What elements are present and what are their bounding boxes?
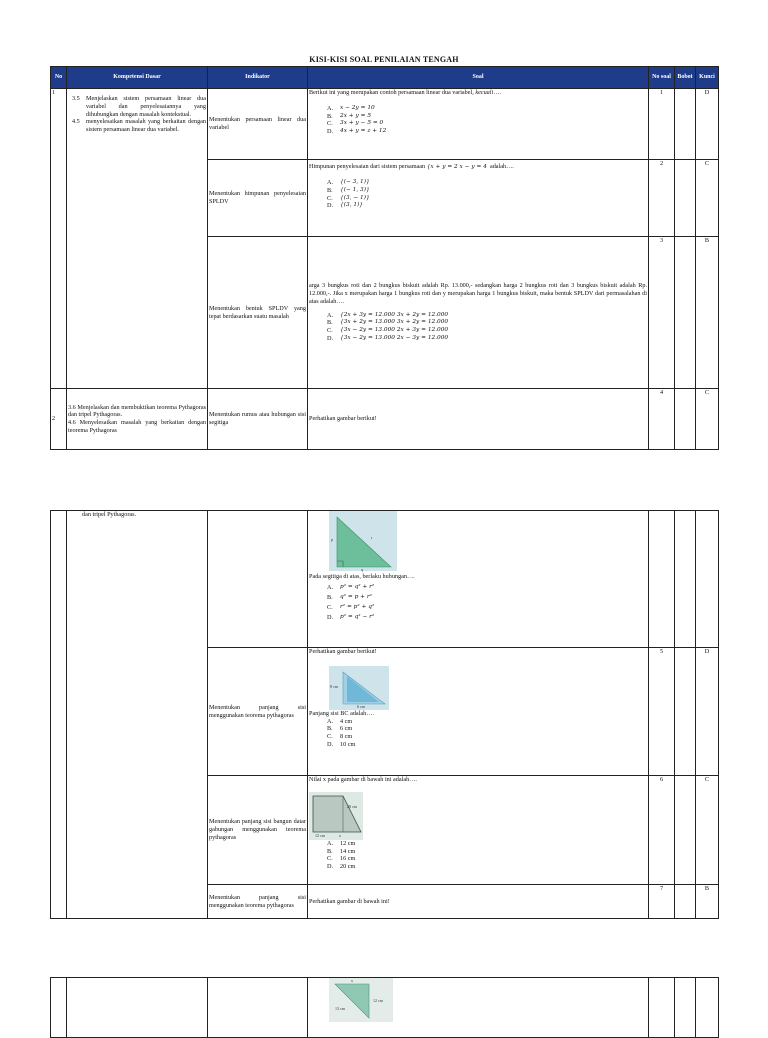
indikator-cell: Menentukan panjang sisi bangun datar gabungan menggunakan teorema pythagoras	[208, 776, 308, 885]
kompetensi-dasar-cell	[67, 978, 208, 1038]
indikator-cell: Menentukan himpunan penyelesaian SPLDV	[208, 160, 308, 237]
kompetensi-dasar-cell	[67, 89, 208, 389]
label-side-ac: 6 cm	[357, 703, 365, 709]
indikator-cell: Menentukan bentuk SPLDV yang tepat berdasarkan suatu masalah	[208, 237, 308, 389]
option-c: C. {(3, − 1)}	[327, 194, 370, 202]
kunci-cell: D	[696, 89, 719, 160]
table-row	[51, 511, 719, 648]
no-soal-cell: 5	[649, 648, 675, 776]
soal-cell	[308, 978, 649, 1038]
question-text: Pada segitiga di atas, berlaku hubungan….	[309, 573, 415, 580]
row-number	[51, 978, 67, 1038]
row-number: 1	[51, 89, 67, 389]
table-row	[51, 389, 719, 450]
row-number	[51, 511, 67, 919]
option-c: C. 16 cm	[327, 855, 356, 863]
label-base: 12 cm	[315, 832, 325, 838]
option-a: A. p² = q² + r²	[327, 583, 375, 591]
bobot-cell	[675, 511, 696, 648]
question-text: Panjang sisi BC adalah….	[309, 709, 374, 717]
option-d: D. {3x − 2y = 13.000 2x − 3y = 12.000	[327, 334, 449, 342]
indikator-cell: Menentukan panjang sisi menggunakan teorema pythagoras	[208, 885, 308, 919]
option-b: B. q² = p + r²	[327, 593, 372, 601]
row-number: 2	[51, 389, 67, 450]
table-row	[51, 978, 719, 1038]
indikator-cell: Menentukan persamaan linear dua variabel	[208, 89, 308, 160]
soal-cell	[308, 89, 649, 160]
option-c: C. {3x − 2y = 13.000 2x + 3y = 12.000	[327, 327, 449, 335]
option-a: A. {2x + 3y = 12.000 3x + 2y = 12.000	[327, 311, 449, 319]
indikator-cell: Menentukan panjang sisi menggunakan teorema pythagoras	[208, 648, 308, 776]
header-kunci: Kunci	[696, 67, 719, 89]
label-x: x	[339, 832, 341, 838]
bobot-cell	[675, 160, 696, 237]
kunci-cell	[696, 978, 719, 1038]
right-triangle-image	[329, 978, 393, 1022]
kompetensi-dasar-cell	[67, 389, 208, 450]
option-b: B. 6 cm	[327, 725, 353, 733]
indikator-cell: Menentukan rumus atau hubungan sisi segitiga	[208, 389, 308, 450]
option-c: C. 8 cm	[327, 733, 353, 740]
triangle-figure-pqr	[329, 511, 397, 571]
kd-item	[68, 118, 206, 134]
no-soal-cell: 4	[649, 389, 675, 450]
option-b: B. {3x + 2y = 13.000 3x + 2y = 12.000	[327, 319, 449, 327]
indikator-cell	[208, 978, 308, 1038]
answer-options	[327, 312, 647, 343]
header-no-soal: No soal	[649, 67, 675, 89]
triangle-figure-q7	[329, 978, 393, 1022]
option-a: A. 4 cm	[327, 717, 353, 725]
kd-text: 4.6 Menyelesaikan masalah yang berkaitan dengan teorema Pythagoras	[68, 419, 206, 434]
question-text: Perhatikan gambar berikut!	[309, 648, 377, 655]
label-side-12: 12 cm	[373, 998, 383, 1003]
header-soal: Soal	[308, 67, 649, 89]
soal-cell: Perhatikan gambar di bawah ini!	[308, 885, 649, 919]
option-a: A. x − 2y = 10	[327, 104, 375, 112]
option-a: A. {(− 3, 1)}	[327, 179, 370, 187]
no-soal-cell: 2	[649, 160, 675, 237]
header-kompetensi: Kompetensi Dasar	[67, 67, 208, 89]
answer-options	[327, 840, 647, 871]
soal-cell	[308, 511, 649, 648]
soal-cell	[308, 237, 649, 389]
label-q: q	[361, 567, 363, 572]
label-x: x	[351, 978, 353, 983]
kunci-cell: B	[696, 237, 719, 389]
question-text: Berikut ini yang merupakan contoh persamaan linear dua variabel, kecuali….	[309, 89, 501, 96]
kunci-cell: D	[696, 648, 719, 776]
header-no: No	[51, 67, 67, 89]
indikator-cell	[208, 511, 308, 648]
option-d: D. 20 cm	[327, 863, 356, 870]
table-row	[51, 89, 719, 160]
kd-text: dan tripel Pythagoras.	[82, 511, 137, 518]
kisi-kisi-table-page3	[50, 977, 719, 1038]
kompetensi-dasar-cell	[67, 511, 208, 919]
question-text: arga 3 bungkus roti dan 2 bungkus biskuit adalah Rp. 13.000,- sedangkan harga 2 bungkus roti dan 3 bungkus biskuit adalah Rp. 12.000,-. Jika x merupakan harga 1 bungkus roti dan y merupakan harga 1 bungkus biskuit, maka bentuk SPLDV dari permasalahan di atas adalah….	[309, 282, 647, 305]
kunci-cell: C	[696, 776, 719, 885]
no-soal-cell: 1	[649, 89, 675, 160]
bobot-cell	[675, 89, 696, 160]
kunci-cell: C	[696, 160, 719, 237]
option-d: D. p² = q² − r²	[327, 613, 375, 621]
question-text: Himpunan penyelesaian dari sistem persamaan {x + y = 2 x − y = 4 adalah….	[309, 163, 514, 170]
answer-options	[327, 105, 647, 136]
bobot-cell	[675, 237, 696, 389]
kd-number: 3.5	[72, 95, 80, 102]
kd-number: 4.5	[72, 118, 80, 126]
label-p: p	[331, 537, 333, 542]
option-d: D. 4x + y = z + 12	[327, 128, 387, 135]
kunci-cell	[696, 511, 719, 648]
soal-cell	[308, 648, 649, 776]
triangle-figure-abc	[329, 666, 389, 710]
kd-text: 3.6 Menjelaskan dan membuktikan teorema Pythagoras dan tripel Pythagoras.	[68, 403, 206, 419]
label-slant: 20 cm	[347, 803, 357, 809]
kisi-kisi-table-page1	[50, 66, 719, 450]
trapezoid-figure	[309, 792, 363, 840]
answer-options	[327, 179, 647, 210]
option-c: C. r² = p² + q²	[327, 603, 375, 611]
option-b: B. 14 cm	[327, 847, 356, 855]
header-row	[51, 67, 719, 89]
option-a: A. 12 cm	[327, 839, 356, 847]
header-indikator: Indikator	[208, 67, 308, 89]
kisi-kisi-table-page2	[50, 510, 719, 919]
label-r: r	[371, 535, 373, 540]
no-soal-cell	[649, 511, 675, 648]
kunci-cell: C	[696, 389, 719, 450]
answer-options	[327, 718, 647, 749]
bobot-cell	[675, 776, 696, 885]
option-b: B. {(− 1, 3)}	[327, 186, 370, 194]
kd-text: Menjelaskan sistem persamaan linear dua variabel dan penyelesaiannya yang dihubungkan dengan masalah kontekstual.	[86, 95, 206, 118]
page-title: KISI-KISI SOAL PENILAIAN TENGAH	[309, 55, 459, 64]
bobot-cell	[675, 978, 696, 1038]
bobot-cell	[675, 648, 696, 776]
bobot-cell	[675, 885, 696, 919]
bobot-cell	[675, 389, 696, 450]
no-soal-cell: 7	[649, 885, 675, 919]
label-side-ab: 8 cm	[330, 683, 338, 689]
option-d: D. 10 cm	[327, 740, 356, 748]
soal-cell	[308, 160, 649, 237]
soal-cell: Perhatikan gambar berikut!	[308, 389, 649, 450]
option-d: D. {(3, 1)}	[327, 202, 363, 210]
answer-options	[327, 583, 647, 623]
kunci-cell: B	[696, 885, 719, 919]
header-bobot: Bobot	[675, 67, 696, 89]
no-soal-cell: 3	[649, 237, 675, 389]
right-triangle-image	[329, 511, 397, 571]
soal-cell	[308, 776, 649, 885]
label-side-13: 13 cm	[335, 1006, 345, 1011]
no-soal-cell: 6	[649, 776, 675, 885]
question-emphasis: kecuali	[475, 89, 494, 96]
option-b: B. 2x + y = 5	[327, 112, 372, 120]
question-text: Nilai x pada gambar di bawah ini adalah….	[309, 776, 417, 783]
option-c: C. 3x + y − 5 = 0	[327, 120, 384, 128]
no-soal-cell	[649, 978, 675, 1038]
kd-text: menyelesaikan masalah yang berkaitan dengan sistem persamaan linear dua variabel.	[86, 118, 206, 133]
kd-item	[68, 95, 206, 118]
